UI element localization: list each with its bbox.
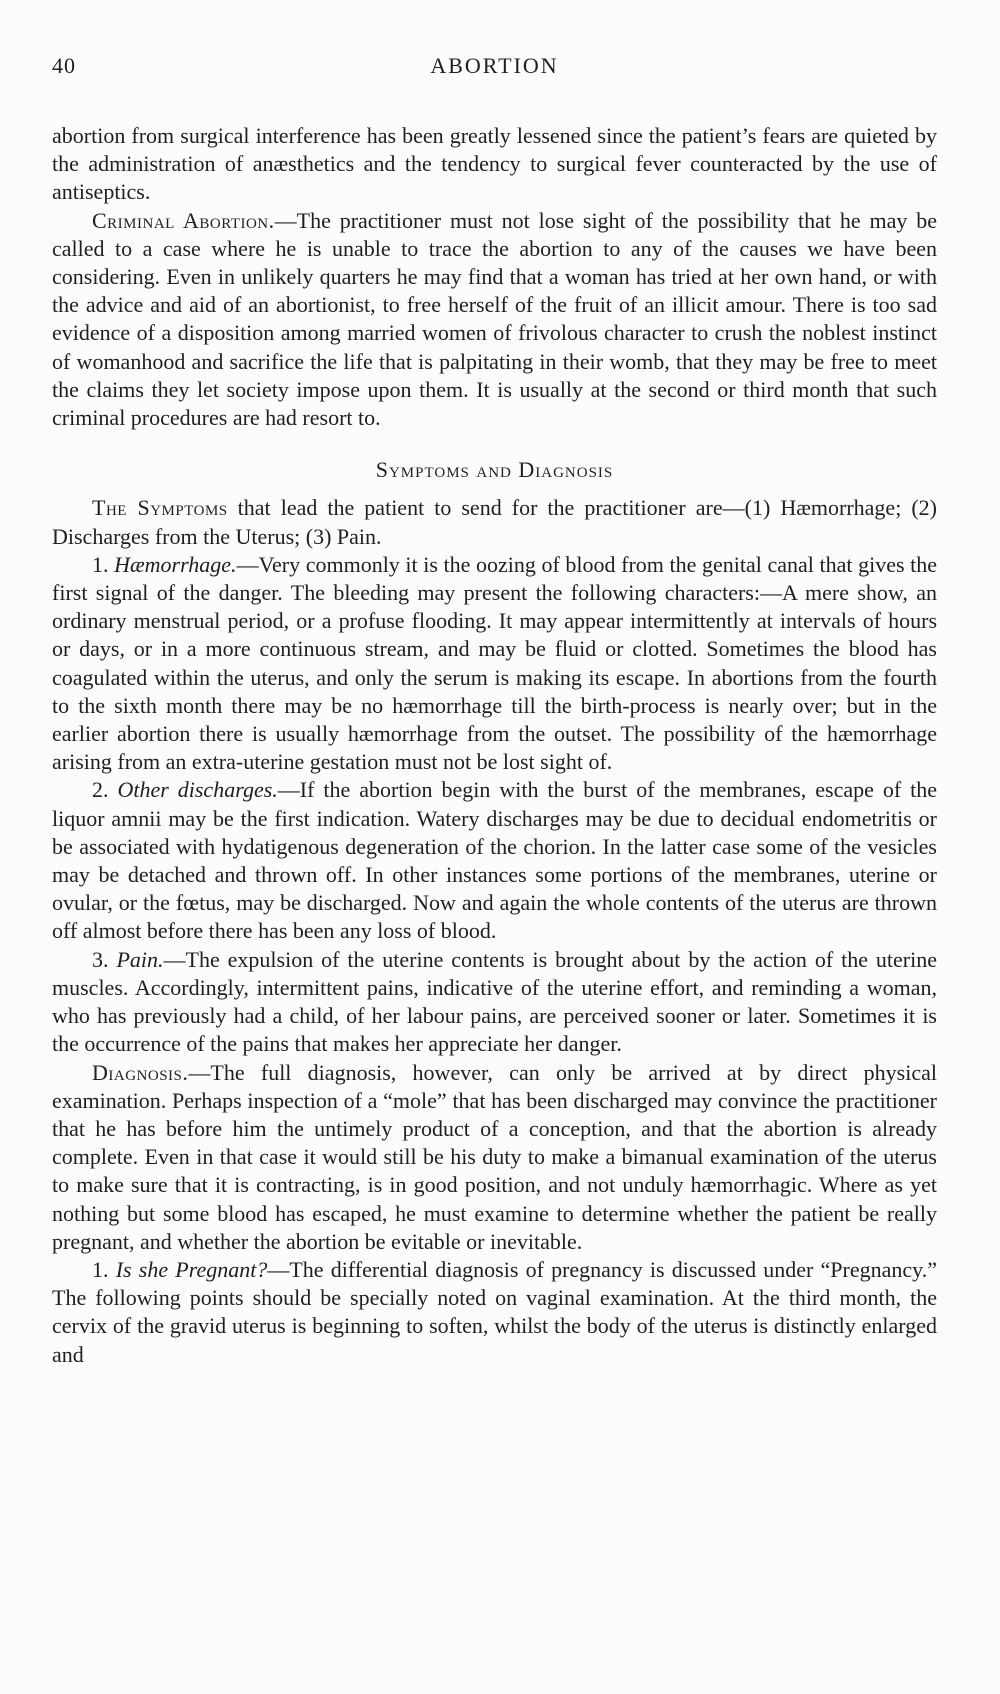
- item-number: 3.: [92, 946, 117, 972]
- section-heading: Symptoms and Diagnosis: [375, 457, 614, 483]
- paragraph-symptoms: [52, 494, 937, 550]
- paragraph-criminal-abortion: [52, 207, 937, 433]
- paragraph-text: —The practitioner must not lose sight of the possibility that he may be called to a case where he is unable to trace the abortion to any of the causes we have been considering. Even in unlikely quarters he may find that a woman has tried at her own hand, or with the advice and aid of an abortionist, to free herself of the fruit of an illicit amour. There is too sad evidence of a disposition among married women of frivolous character to crush the noblest instinct of womanhood and sacrifice the life that is palpitating in their womb, that they may be free to meet the claims they let society impose upon them. It is usually at the second or third month that such criminal procedures are had resort to.: [52, 207, 937, 431]
- paragraph-lead-term: The Symptoms: [92, 495, 228, 521]
- paragraph-pain: [52, 946, 937, 1059]
- item-number: 2.: [92, 777, 118, 803]
- paragraph-lead-term: Is she Pregnant?: [115, 1256, 268, 1282]
- paragraph-text: —Very commonly it is the oozing of blood from the genital canal that gives the first signal of the danger. The bleeding may present the following characters:—A mere show, an ordinary menstrual period, or a profuse flooding. It may appear intermittently at intervals of hours or days, or in a more continuous stream, and may be fluid or clotted. Sometimes the blood has coagulated within the uterus, and only the serum is making its escape. In abortions from the fourth to the sixth month there may be no hæmorrhage till the birth-process is nearly over; but in the earlier abortion there is usually hæmorrhage from the outset. The possibility of the hæmorrhage arising from an extra-uterine gestation must not be lost sight of.: [52, 551, 938, 775]
- paragraph-lead-term: Pain.: [116, 946, 164, 972]
- paragraph-diagnosis: [52, 1059, 937, 1256]
- paragraph-lead-term: Diagnosis.: [92, 1059, 189, 1085]
- paragraph-lead-term: Criminal Abortion.: [92, 207, 275, 233]
- page-number: 40: [52, 53, 76, 78]
- paragraph-text: —The full diagnosis, however, can only be arrived at by direct physical examination. Perhaps inspection of a “mole” that has been discharged may convince the practitioner that he has before him the untimely product of a conception, and that the abortion is already complete. Even in that case it would still be his duty to make a bimanual examination of the uterus to make sure that it is contracting, is in good position, and not unduly hæmorrhagic. Where as yet nothing but some blood has escaped, he must examine to determine whether the patient be really pregnant, and whether the abortion be evitable or inevitable.: [52, 1059, 937, 1254]
- paragraph-text: —The differential diagnosis of pregnancy is discussed under “Pregnancy.” The following points should be specially noted on vaginal examination. At the third month, the cervix of the gravid uterus is beginning to soften, whilst the body of the uterus is distinctly enlarged and: [52, 1256, 938, 1367]
- paragraph-is-she-pregnant: [52, 1256, 937, 1369]
- paragraph-text: —If the abortion begin with the burst of the membranes, escape of the liquor amnii may be the first indication. Watery discharges may be due to decidual endometritis or be associated with hydatigenous degeneration of the chorion. In the latter case some of the vesicles may be detached and thrown off. In other instances some portions of the membranes, uterine or ovular, or the fœtus, may be discharged. Now and again the whole contents of the uterus are thrown off almost before there has been any loss of blood.: [52, 777, 937, 944]
- running-head: [52, 52, 937, 92]
- item-number: 1.: [92, 1256, 116, 1282]
- paragraph-lead-term: Hæmorrhage.: [114, 551, 237, 577]
- paragraph-haemorrhage: [52, 551, 937, 777]
- paragraph-text: —The expulsion of the uterine contents is brought about by the action of the uterine muscles. Accordingly, intermittent pains, indicative of the uterine effort, and reminding a woman, who has previously had a child, of her labour pains, are perceived sooner or later. Sometimes it is the occurrence of the pains that makes her appreciate her danger.: [52, 946, 937, 1057]
- paragraph-lead-term: Other discharges.: [117, 777, 278, 803]
- item-number: 1.: [92, 551, 115, 577]
- paragraph-other-discharges: [52, 776, 937, 945]
- paragraph-text: abortion from surgical interference has been greatly lessened since the patient’s fears are quieted by the administration of anæsthetics and the tendency to surgical fever counteracted by the use of antiseptics.: [52, 123, 937, 205]
- paragraph-text: that lead the patient to send for the practitioner are—(1) Hæmorrhage; (2) Discharges from the Uterus; (3) Pain.: [52, 495, 937, 549]
- running-title: ABORTION: [430, 53, 559, 78]
- book-page: [52, 52, 937, 1369]
- paragraph-continuation: [52, 122, 937, 207]
